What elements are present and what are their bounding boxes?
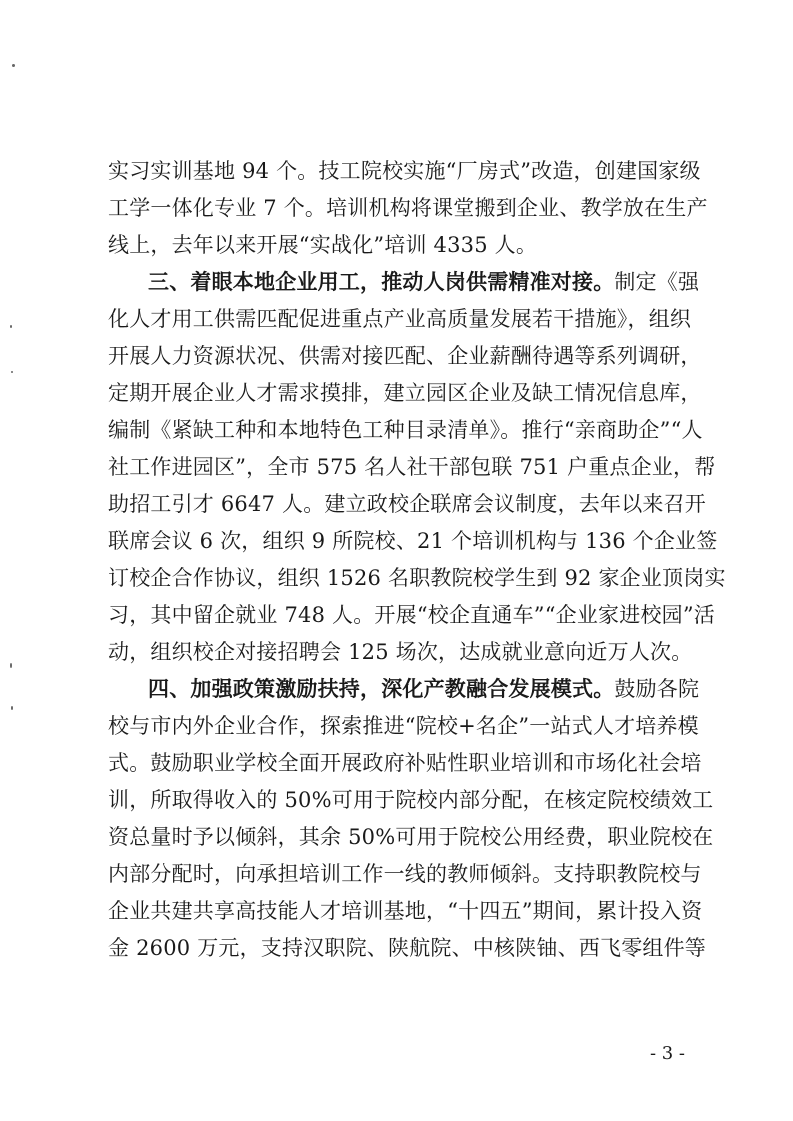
text-line (108, 708, 699, 745)
body-text: 式。鼓励职业学校全面开展政府补贴性职业培训和市场化社会培 (108, 751, 702, 775)
body-text: 动，组织校企对接招聘会 125 场次，达成就业意向近万人次。 (108, 640, 693, 664)
body-text: 鼓励各院 (614, 677, 700, 701)
text-line (108, 560, 726, 597)
text-line (108, 486, 706, 523)
text-line (108, 745, 702, 782)
text-line (108, 782, 714, 819)
page-number: - 3 - (649, 1043, 685, 1064)
section-heading: 三、着眼本地企业用工，推动人岗供需精准对接。 (148, 270, 615, 294)
body-text: 制定《强 (614, 270, 700, 294)
body-text: 联席会议 6 次，组织 9 所院校、21 个培训机构与 136 个企业签 (108, 529, 718, 553)
scan-speck (11, 371, 13, 373)
text-line (108, 375, 702, 412)
scan-speck (12, 64, 15, 67)
text-line (108, 597, 715, 634)
scan-speck (10, 663, 12, 668)
text-line (108, 301, 690, 338)
section-heading: 四、加强政策激励扶持，深化产教融合发展模式。 (148, 677, 615, 701)
text-line (108, 671, 700, 708)
body-text: 编制《紧缺工种和本地特色工种目录清单》。推行“亲商助企”“人 (108, 418, 703, 442)
body-text: 订校企合作协议，组织 1526 名职教院校学生到 92 家企业顶岗实 (108, 566, 726, 590)
body-text: 企业共建共享高技能人才培训基地，“十四五”期间，累计投入资 (108, 899, 703, 923)
text-line (108, 338, 702, 375)
text-line (108, 893, 703, 930)
body-text: 开展人力资源状况、供需对接匹配、企业薪酬待遇等系列调研， (108, 344, 702, 368)
body-text: 助招工引才 6647 人。建立政校企联席会议制度，去年以来召开 (108, 492, 706, 516)
scan-speck (10, 325, 12, 328)
text-line (108, 153, 701, 190)
scan-speck (11, 706, 13, 710)
body-text: 校与市内外企业合作，探索推进“院校+名企”一站式人才培养模 (108, 714, 699, 738)
text-line (108, 227, 690, 264)
body-text: 化人才用工供需匹配促进重点产业高质量发展若干措施》，组织 (108, 307, 692, 331)
text-line (108, 819, 714, 856)
text-line (108, 930, 706, 967)
body-text: 习，其中留企就业 748 人。开展“校企直通车”“企业家进校园”活 (108, 603, 715, 627)
text-line (108, 449, 716, 486)
text-line (108, 856, 702, 893)
document-body (108, 153, 726, 967)
text-line (108, 634, 693, 671)
body-text: 训，所取得收入的 50%可用于院校内部分配，在核定院校绩效工 (108, 788, 714, 812)
text-line (108, 264, 700, 301)
body-text: 线上，去年以来开展“实战化”培训 4335 人。 (108, 233, 538, 257)
text-line (108, 412, 703, 449)
body-text: 内部分配时，向承担培训工作一线的教师倾斜。支持职教院校与 (108, 862, 702, 886)
body-text: 社工作进园区”，全市 575 名人社干部包联 751 户重点企业，帮 (108, 455, 716, 479)
text-line (108, 523, 718, 560)
body-text: 实习实训基地 94 个。技工院校实施“厂房式”改造，创建国家级 (108, 159, 701, 183)
body-text: 金 2600 万元，支持汉职院、陕航院、中核陕铀、西飞零组件等 (108, 936, 706, 960)
body-text: 定期开展企业人才需求摸排，建立园区企业及缺工情况信息库， (108, 381, 702, 405)
body-text: 资总量时予以倾斜，其余 50%可用于院校公用经费，职业院校在 (108, 825, 714, 849)
text-line (108, 190, 708, 227)
body-text: 工学一体化专业 7 个。培训机构将课堂搬到企业、教学放在生产 (108, 196, 708, 220)
